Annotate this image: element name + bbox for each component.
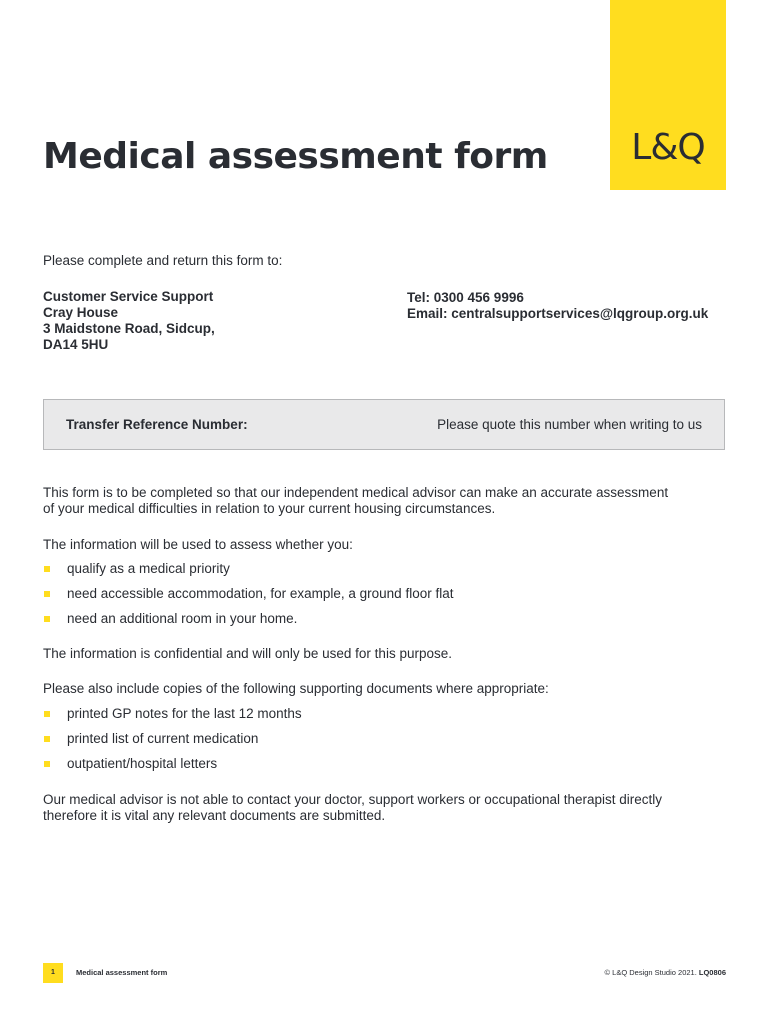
transfer-reference-label: Transfer Reference Number: [66,417,248,432]
assess-intro: The information will be used to assess whether you: [43,537,353,552]
documents-intro: Please also include copies of the following supporting documents where appropriate: [43,681,549,696]
email: Email: centralsupportservices@lqgroup.org.uk [407,306,709,321]
advisor-paragraph [43,792,733,824]
address-line: Customer Service Support [43,289,214,304]
document-code: LQ0806 [698,968,726,977]
confidential-paragraph: The information is confidential and will only be used for this purpose. [43,646,452,661]
list-item [43,731,302,756]
advisor-line: therefore it is vital any relevant documents are submitted. [43,808,386,823]
bullet-square-icon [44,591,50,597]
address-line: Cray House [43,305,119,320]
return-intro: Please complete and return this form to: [43,253,283,268]
bullet-square-icon [44,616,50,622]
contact-details [407,290,708,322]
footer-copyright [605,968,726,977]
list-item-text: printed GP notes for the last 12 months [67,706,302,721]
list-item-text: need an additional room in your home. [67,611,298,626]
list-item [43,561,453,586]
purpose-line: of your medical difficulties in relation to your current housing circumstances. [43,501,496,516]
list-item-text: qualify as a medical priority [67,561,230,576]
purpose-paragraph [43,485,733,517]
bullet-square-icon [44,736,50,742]
page-number: 1 [43,963,63,983]
list-item [43,756,302,781]
list-item [43,706,302,731]
page-title: Medical assessment form [43,136,548,177]
return-address [43,289,215,353]
purpose-line: This form is to be completed so that our independent medical advisor can make an accurate assessment [43,485,669,500]
list-item [43,611,453,636]
bullet-square-icon [44,761,50,767]
list-item-text: need accessible accommodation, for example, a ground floor flat [67,586,454,601]
transfer-reference-note: Please quote this number when writing to us [437,417,702,432]
list-item-text: printed list of current medication [67,731,259,746]
address-line: DA14 5HU [43,337,109,352]
copyright-text: © L&Q Design Studio 2021. [604,968,697,977]
list-item [43,586,453,611]
assess-list [43,561,453,636]
lq-logo: L&Q [631,127,705,168]
documents-list [43,706,302,781]
transfer-reference-box [43,399,725,450]
footer-doc-name: Medical assessment form [76,968,168,977]
list-item-text: outpatient/hospital letters [67,756,218,771]
bullet-square-icon [44,566,50,572]
bullet-square-icon [44,711,50,717]
address-line: 3 Maidstone Road, Sidcup, [43,321,215,336]
telephone: Tel: 0300 456 9996 [407,290,524,305]
advisor-line: Our medical advisor is not able to contact your doctor, support workers or occupational therapist directly [43,792,663,807]
lq-logo-block [610,0,726,190]
